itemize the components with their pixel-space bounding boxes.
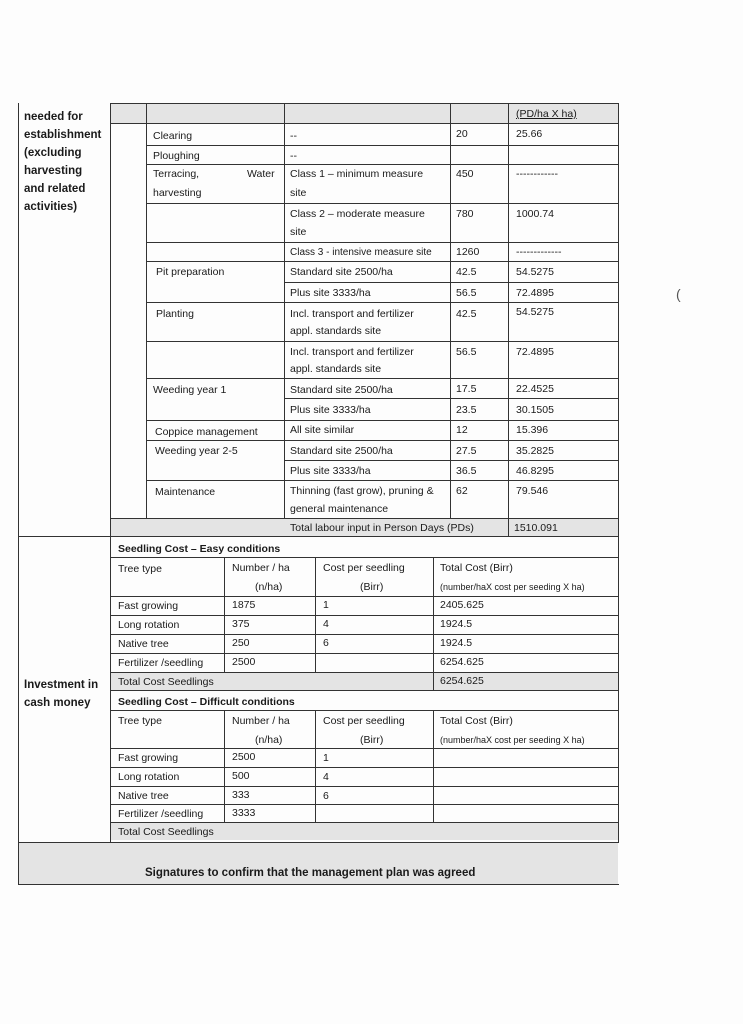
- detail-cell: Standard site 2500/ha: [290, 266, 393, 278]
- difficult-row-line: [110, 822, 619, 823]
- easy-header-total-formula: (number/haX cost per seeding X ha): [440, 582, 585, 592]
- easy-header-number: Number / ha: [232, 562, 290, 574]
- labour-row-line: [146, 242, 618, 243]
- labour-row-line: [146, 302, 618, 303]
- activity-weeding-year-1: Weeding year 1: [153, 384, 227, 396]
- right-border: [618, 103, 619, 842]
- difficult-tree-fast: Fast growing: [118, 752, 179, 764]
- easy-header-tree: Tree type: [118, 563, 162, 575]
- labour-row-line: [146, 261, 618, 262]
- difficult-tree-long: Long rotation: [118, 771, 180, 783]
- difficult-header-total-formula: (number/haX cost per seeding X ha): [440, 735, 585, 745]
- easy-total-value: 6254.625: [440, 675, 484, 687]
- difficult-row-line: [110, 804, 619, 805]
- labour-row-line: [146, 203, 618, 204]
- labour-col-divider: [146, 103, 147, 518]
- investment-label: Investment in cash money: [24, 679, 99, 709]
- pd-cell: 20: [456, 128, 468, 140]
- pd-cell: 12: [456, 424, 468, 436]
- difficult-header-number-unit: (n/ha): [255, 734, 283, 746]
- total-cell: 1000.74: [516, 208, 554, 220]
- difficult-total-label: Total Cost Seedlings: [118, 826, 214, 838]
- detail-cell: --: [290, 130, 297, 142]
- labour-col-divider: [450, 103, 451, 518]
- detail-cell: Class 2 – moderate measure: [290, 208, 425, 220]
- difficult-number: 333: [232, 789, 250, 801]
- activity-planting: Planting: [156, 308, 194, 320]
- detail-cell: Plus site 3333/ha: [290, 465, 371, 477]
- detail-cell: general maintenance: [290, 503, 389, 515]
- easy-number: 375: [232, 618, 250, 630]
- detail-cell: Incl. transport and fertilizer: [290, 346, 414, 358]
- difficult-tree-fertilizer: Fertilizer /seedling: [118, 808, 204, 820]
- easy-row-line: [110, 615, 619, 616]
- total-cell: 22.4525: [516, 383, 554, 395]
- easy-row-line: [110, 653, 619, 654]
- detail-cell: site: [290, 187, 307, 199]
- total-cell: 54.5275: [516, 306, 554, 318]
- pd-cell: 56.5: [456, 287, 477, 299]
- label-column-border: [110, 103, 111, 842]
- total-cell: 35.2825: [516, 445, 554, 457]
- scan-mark: (: [676, 286, 681, 302]
- total-cell: 25.66: [516, 128, 543, 140]
- difficult-title: Seedling Cost – Difficult conditions: [118, 696, 295, 708]
- labour-row-line: [146, 164, 618, 165]
- difficult-cost: 4: [323, 771, 329, 783]
- labour-row-line: [146, 378, 618, 379]
- detail-cell: appl. standards site: [290, 325, 382, 337]
- easy-tree-fertilizer: Fertilizer /seedling: [118, 657, 204, 669]
- activity-ploughing: Ploughing: [153, 150, 200, 162]
- total-cell: 79.546: [516, 485, 549, 497]
- difficult-header-tree: Tree type: [118, 715, 162, 727]
- easy-total-label: Total Cost Seedlings: [118, 676, 214, 688]
- activity-terracing: Terracing,: [153, 168, 200, 180]
- labour-total-value: 1510.091: [514, 522, 558, 534]
- difficult-header-cost-unit: (Birr): [360, 734, 384, 746]
- easy-header-number-unit: (n/ha): [255, 581, 283, 593]
- difficult-row-line: [110, 748, 619, 749]
- labour-total-label: Total labour input in Person Days (PDs): [290, 522, 474, 534]
- easy-number: 250: [232, 637, 250, 649]
- total-cell: 54.5275: [516, 266, 554, 278]
- total-cell: 72.4895: [516, 287, 554, 299]
- detail-cell: Incl. transport and fertilizer: [290, 308, 414, 320]
- difficult-tree-native: Native tree: [118, 790, 169, 802]
- detail-cell: All site similar: [290, 424, 355, 436]
- difficult-number: 3333: [232, 807, 256, 819]
- easy-header-cost-unit: (Birr): [360, 581, 384, 593]
- difficult-row-line: [110, 786, 619, 787]
- total-cell: 30.1505: [516, 404, 554, 416]
- pd-cell: 450: [456, 168, 474, 180]
- detail-cell: Class 3 - intensive measure site: [290, 247, 432, 258]
- labour-row-line: [110, 123, 619, 124]
- pd-cell: 1260: [456, 246, 480, 258]
- detail-cell: --: [290, 150, 297, 162]
- difficult-col-divider: [315, 710, 316, 822]
- difficult-header-number: Number / ha: [232, 715, 290, 727]
- easy-header-total: Total Cost (Birr): [440, 562, 513, 574]
- detail-cell: Standard site 2500/ha: [290, 384, 393, 396]
- outer-left-border: [18, 103, 19, 884]
- activity-coppice-management: Coppice management: [155, 426, 258, 438]
- difficult-cost: 1: [323, 752, 329, 764]
- activity-water: Water: [247, 168, 275, 180]
- pd-cell: 62: [456, 485, 468, 497]
- easy-number: 1875: [232, 599, 256, 611]
- easy-tree-long: Long rotation: [118, 619, 180, 631]
- easy-number: 2500: [232, 656, 256, 668]
- difficult-row-line: [110, 767, 619, 768]
- pd-cell: 27.5: [456, 445, 477, 457]
- labour-row-line: [284, 282, 618, 283]
- easy-total: 2405.625: [440, 599, 484, 611]
- easy-cost: 4: [323, 618, 329, 630]
- easy-total: 1924.5: [440, 637, 473, 649]
- labour-row-line: [146, 341, 618, 342]
- easy-col-divider: [433, 557, 434, 690]
- activity-harvesting: harvesting: [153, 187, 202, 199]
- easy-total: 1924.5: [440, 618, 473, 630]
- labour-row-line: [284, 398, 618, 399]
- activity-weeding-year-2-5: Weeding year 2-5: [155, 445, 238, 457]
- easy-row-line: [110, 596, 619, 597]
- difficult-number: 2500: [232, 751, 256, 763]
- difficult-col-divider: [224, 710, 225, 822]
- pd-cell: 36.5: [456, 465, 477, 477]
- difficult-header-total: Total Cost (Birr): [440, 715, 513, 727]
- labour-row-line: [284, 460, 618, 461]
- easy-header-cost: Cost per seedling: [323, 562, 405, 574]
- easy-tree-native: Native tree: [118, 638, 169, 650]
- easy-row-line: [110, 634, 619, 635]
- pd-cell: 42.5: [456, 308, 477, 320]
- labour-row-line: [146, 480, 618, 481]
- difficult-col-divider: [433, 710, 434, 822]
- detail-cell: Class 1 – minimum measure: [290, 168, 424, 180]
- labour-unit-header: (PD/ha X ha): [516, 108, 577, 120]
- difficult-header-cost: Cost per seedling: [323, 715, 405, 727]
- labour-col-divider: [284, 103, 285, 518]
- detail-cell: site: [290, 226, 307, 238]
- establishment-label: needed for establishment (excluding harvesting and related activities): [24, 111, 102, 213]
- easy-title: Seedling Cost – Easy conditions: [118, 543, 281, 555]
- total-cell: ------------: [516, 168, 558, 180]
- activity-clearing: Clearing: [153, 130, 193, 142]
- signature-bottom-line: [18, 884, 619, 885]
- easy-cost: 6: [323, 637, 329, 649]
- pd-cell: 42.5: [456, 266, 477, 278]
- labour-row-line: [146, 440, 618, 441]
- detail-cell: Plus site 3333/ha: [290, 404, 371, 416]
- detail-cell: Plus site 3333/ha: [290, 287, 371, 299]
- total-cell: 72.4895: [516, 346, 554, 358]
- pd-cell: 23.5: [456, 404, 477, 416]
- difficult-row-line: [18, 842, 619, 843]
- difficult-row-line: [110, 710, 619, 711]
- section-divider: [18, 536, 619, 537]
- total-cell: 46.8295: [516, 465, 554, 477]
- labour-col-divider: [508, 103, 509, 536]
- easy-total: 6254.625: [440, 656, 484, 668]
- difficult-cost: 6: [323, 790, 329, 802]
- detail-cell: Thinning (fast grow), pruning &: [290, 485, 434, 497]
- signatures-label: Signatures to confirm that the management plan was agreed: [145, 867, 476, 879]
- total-cell: 15.396: [516, 424, 549, 436]
- activity-maintenance: Maintenance: [155, 486, 216, 498]
- easy-cost: 1: [323, 599, 329, 611]
- activity-pit-preparation: Pit preparation: [156, 266, 225, 278]
- labour-row-line: [146, 145, 618, 146]
- difficult-number: 500: [232, 770, 250, 782]
- pd-cell: 17.5: [456, 383, 477, 395]
- pd-cell: 780: [456, 208, 474, 220]
- detail-cell: appl. standards site: [290, 363, 382, 375]
- easy-tree-fast: Fast growing: [118, 600, 179, 612]
- detail-cell: Standard site 2500/ha: [290, 445, 393, 457]
- total-cell: -------------: [516, 246, 562, 258]
- easy-row-line: [110, 557, 619, 558]
- table-top-border: [110, 103, 619, 104]
- pd-cell: 56.5: [456, 346, 477, 358]
- easy-row-line: [110, 672, 619, 673]
- easy-row-line: [110, 690, 619, 691]
- labour-row-line: [146, 420, 618, 421]
- labour-row-line: [110, 518, 619, 519]
